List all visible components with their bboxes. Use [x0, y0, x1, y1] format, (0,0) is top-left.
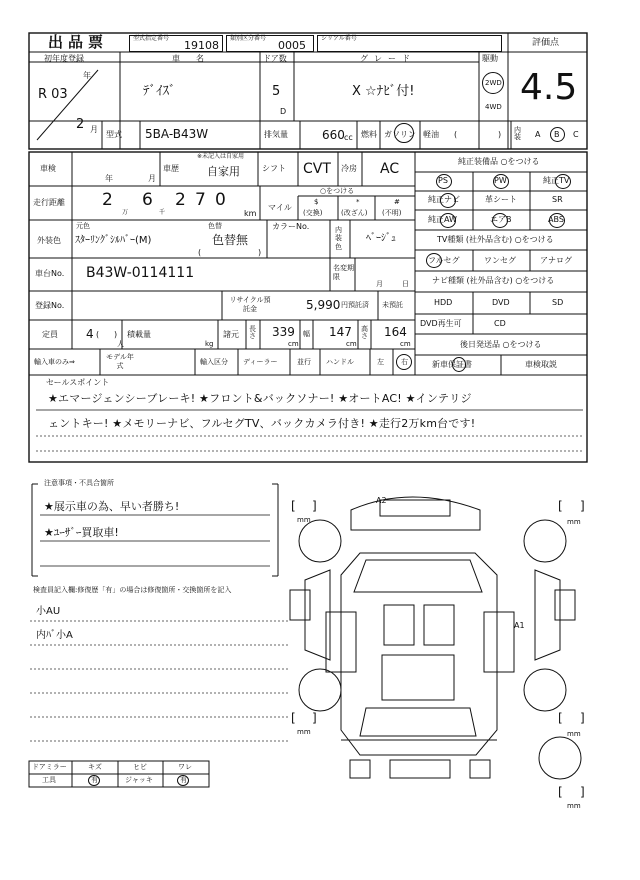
equip-item: SR	[552, 195, 563, 204]
equip-circle	[549, 213, 565, 228]
width-unit: cm	[346, 340, 357, 348]
tv-item: アナログ	[540, 256, 572, 265]
bracket-close: ]	[312, 499, 317, 513]
doors-value: 5	[272, 84, 281, 99]
load-label: 積載量	[127, 330, 151, 339]
capacity-unit: 人	[117, 340, 124, 348]
fuel-paren-close: )	[498, 130, 502, 139]
mile-label: マイル	[268, 203, 292, 212]
drive-label: 駆動	[482, 54, 498, 63]
tv-item: ワンセグ	[484, 256, 516, 265]
rating-value: 4.5	[520, 67, 578, 108]
width-label: 幅	[303, 330, 310, 338]
interior-b: B	[554, 130, 560, 139]
mm-label: mm	[567, 730, 581, 738]
equip-item: 純正TV	[543, 176, 570, 185]
bracket-close: ]	[312, 711, 317, 725]
length-value: 339	[272, 325, 295, 339]
dvd-item: CD	[494, 319, 506, 328]
bracket-open: [	[291, 499, 296, 513]
tools-circle	[88, 775, 100, 786]
import-only-label: 輸入車のみ⇒	[34, 358, 75, 366]
tools-header: キズ	[88, 763, 102, 771]
tools-header: ワレ	[178, 763, 192, 771]
length-label: 長さ	[249, 325, 256, 340]
mm-label: mm	[567, 802, 581, 810]
first-reg-month: 2	[76, 117, 85, 132]
unknown-label: (不明)	[382, 209, 402, 217]
recycle-unpaid: 未預託	[382, 301, 403, 309]
bracket-open: [	[558, 785, 563, 799]
inspector-line-2: 内ﾊﾞ小A	[36, 630, 73, 641]
nav-item: DVD	[492, 298, 510, 307]
bracket-close: ]	[580, 711, 585, 725]
chassis-value: B43W-0114111	[86, 265, 195, 281]
mileage-digit: 2	[102, 190, 113, 210]
load-unit: kg	[205, 340, 214, 348]
dvd-label: DVD再生可	[420, 319, 462, 328]
type-label: 型式	[106, 130, 122, 139]
equip-circle	[493, 174, 509, 189]
name-change-label: 名変期限	[333, 264, 354, 282]
nav-item: HDD	[434, 298, 453, 307]
dims-label: 諸元	[223, 330, 239, 339]
bracket-open: [	[291, 711, 296, 725]
history-value: 自家用	[207, 165, 240, 178]
mm-label: mm	[297, 516, 311, 524]
capacity-paren: (	[96, 330, 100, 339]
equipment-title: 純正装備品 ○をつける	[458, 157, 540, 166]
equip-item: 革シート	[485, 195, 517, 204]
later-title: 後日発送品 ○をつける	[460, 340, 542, 349]
inspector-line-1: 小AU	[36, 606, 61, 617]
inspection-label: 車検	[40, 164, 56, 173]
shift-label: シフト	[262, 164, 286, 173]
tools-header: ヒビ	[133, 763, 147, 771]
sales-line-2: ェントキー! ★メモリーナビ、フルセグTV、バックカメラ付き! ★走行2万km台です!	[48, 417, 476, 430]
nav-title: ナビ種類 (社外品含む) ○をつける	[432, 276, 555, 285]
drive-2wd: 2WD	[485, 79, 502, 87]
type-value: 5BA-B43W	[145, 127, 209, 141]
category-value: 0005	[278, 39, 306, 52]
inspection-month: 月	[148, 174, 156, 183]
fuel-gasoline: ガソリン	[384, 130, 416, 139]
equip-circle	[436, 174, 452, 189]
grade-value: X ☆ﾅﾋﾞ付!	[352, 84, 415, 99]
equip-circle	[492, 213, 508, 228]
equip-circle	[440, 193, 456, 208]
displacement-label: 排気量	[264, 130, 288, 139]
tools-cell: 工具	[42, 776, 56, 784]
year-unit: 年	[83, 71, 91, 80]
mileage-digit: 2	[175, 190, 186, 210]
capacity-paren-close: )	[114, 330, 118, 339]
equip-circle	[555, 174, 571, 189]
interior-circle	[550, 127, 565, 142]
exterior-label: 外装色	[37, 236, 61, 245]
fuel-circle	[394, 123, 414, 143]
sales-label: セールスポイント	[46, 378, 110, 387]
tv-item: フルセグ	[428, 256, 460, 265]
bracket-close: ]	[580, 785, 585, 799]
interior-c: C	[573, 130, 579, 139]
exchange-mark: $	[314, 198, 319, 206]
length-unit: cm	[288, 340, 299, 348]
tools-circle	[177, 775, 189, 786]
model-year-label: モデル年式	[106, 353, 134, 371]
mileage-digit: 0	[215, 190, 226, 210]
rating-label: 評価点	[532, 38, 560, 48]
tools-cell: 有	[180, 776, 187, 784]
displacement-value: 660	[322, 128, 345, 142]
category-label: 類別区分番号	[230, 35, 267, 42]
tools-cell: ジャッキ	[125, 776, 153, 784]
exchange-label: (交換)	[303, 209, 323, 217]
fuel-label: 燃料	[361, 130, 377, 139]
mileage-label: 走行距離	[33, 198, 65, 207]
name-change-month: 月	[376, 280, 383, 288]
sales-line-1: ★エマージェンシーブレーキ! ★フロント&バックソナー! ★オートAC! ★インテリジ	[48, 392, 472, 405]
chassis-label: 車台No.	[35, 269, 65, 278]
mileage-digit: 6	[142, 190, 153, 210]
interior-a: A	[535, 130, 541, 139]
aircon-label: 冷房	[341, 164, 357, 173]
import-category-label: 輸入区分	[200, 358, 228, 366]
capacity-value: 4	[86, 327, 94, 341]
nav-item: SD	[552, 298, 564, 307]
height-unit: cm	[400, 340, 411, 348]
tv-title: TV種類 (社外品含む) ○をつける	[437, 235, 554, 244]
drive-4wd: 4WD	[485, 103, 502, 111]
dealer-label: ディーラー	[243, 358, 278, 366]
damage-mark-a1: A1	[514, 621, 525, 630]
parallel-label: 並行	[297, 358, 311, 366]
color-no-label: カラーNo.	[272, 222, 310, 231]
height-value: 164	[384, 325, 407, 339]
interior-label: 内装	[514, 126, 521, 141]
modified-label: (改ざん)	[341, 209, 368, 217]
equip-item: PW	[494, 176, 507, 185]
form-title: 出品票	[48, 33, 109, 51]
first-reg-label: 初年度登録	[44, 54, 84, 63]
name-change-day: 日	[402, 280, 409, 288]
circle-hint: ○をつける	[320, 187, 355, 195]
mm-label: mm	[297, 728, 311, 736]
modified-mark: *	[356, 198, 360, 206]
damage-mark-a2: A2	[376, 496, 387, 505]
width-value: 147	[329, 325, 352, 339]
mm-label: mm	[567, 518, 581, 526]
equip-item: ABS	[548, 215, 564, 224]
left-label: 左	[377, 358, 384, 366]
car-name-value: ﾃﾞｲｽﾞ	[143, 84, 176, 99]
later-item: 車検取説	[525, 360, 557, 369]
history-label: 車歴	[163, 164, 179, 173]
mileage-man: 万	[122, 209, 129, 216]
original-color-label: 元色	[76, 222, 90, 230]
notes-line-1: ★展示車の為、早い者勝ち!	[44, 500, 180, 513]
displacement-unit: cc	[344, 133, 353, 142]
later-circle	[452, 357, 466, 372]
interior-color-label: 内装色	[335, 226, 342, 251]
month-unit: 月	[90, 125, 98, 134]
doors-label: ドア数	[263, 54, 287, 63]
inspection-year: 年	[105, 174, 113, 183]
inspector-label: 検査員記入欄:修復歴「有」の場合は修復箇所・交換箇所を記入	[33, 586, 232, 594]
tools-header: ドアミラー	[32, 763, 67, 771]
equip-item: 純正ナビ	[428, 195, 460, 204]
equip-item: PS	[438, 176, 448, 185]
bracket-open: [	[558, 711, 563, 725]
bracket-open: [	[558, 499, 563, 513]
reg-no-label: 登録No.	[35, 301, 65, 310]
serial-label: シリアル番号	[321, 35, 357, 42]
paint-label: 色替	[208, 222, 222, 230]
equip-item: 純正AW	[428, 215, 457, 224]
fuel-paren: (	[454, 130, 458, 139]
unknown-mark: #	[394, 198, 400, 206]
car-name-label: 車名	[172, 54, 220, 63]
aircon-value: AC	[380, 161, 400, 177]
mileage-sen: 千	[159, 209, 166, 216]
right-circle	[396, 354, 412, 370]
notes-label: 注意事項・不具合箇所	[44, 479, 114, 487]
paint-paren-close: )	[258, 248, 262, 257]
tv-circle	[426, 253, 442, 268]
recycle-value: 5,990	[306, 298, 341, 312]
later-item: 新車保証書	[432, 360, 472, 369]
handle-label: ハンドル	[326, 358, 354, 366]
model-cert-label: 型式指定番号	[133, 35, 170, 42]
grade-label: グレード	[360, 54, 416, 63]
first-reg-year: R 03	[38, 87, 68, 102]
mileage-digit: 7	[195, 190, 206, 210]
original-color-value: ｽﾀｰﾘﾝｸﾞｼﾙﾊﾞｰ(M)	[75, 235, 152, 246]
model-cert-value: 19108	[184, 39, 219, 52]
paint-paren: (	[198, 248, 202, 257]
notes-line-2: ★ﾕｰｻﾞｰ買取車!	[44, 526, 119, 539]
bracket-close: ]	[580, 499, 585, 513]
recycle-label: リサイクル預託金	[229, 296, 271, 314]
capacity-label: 定員	[42, 330, 58, 339]
shift-value: CVT	[303, 161, 331, 177]
equip-item: エアB	[490, 215, 512, 224]
recycle-unit: 円預託済	[341, 301, 369, 309]
fuel-diesel: 軽油	[423, 130, 439, 139]
history-note: ※未記入は自家用	[197, 153, 245, 160]
right-label: 右	[401, 358, 408, 366]
tools-cell: 有	[91, 776, 98, 784]
interior-color-value: ﾍﾞｰｼﾞｭ	[366, 233, 396, 244]
door-suffix: D	[280, 107, 287, 116]
paint-value: 色替無	[212, 233, 249, 247]
equip-circle	[440, 213, 456, 228]
height-label: 高さ	[361, 325, 368, 340]
car-diagram	[290, 497, 581, 779]
mileage-km: km	[244, 209, 257, 218]
